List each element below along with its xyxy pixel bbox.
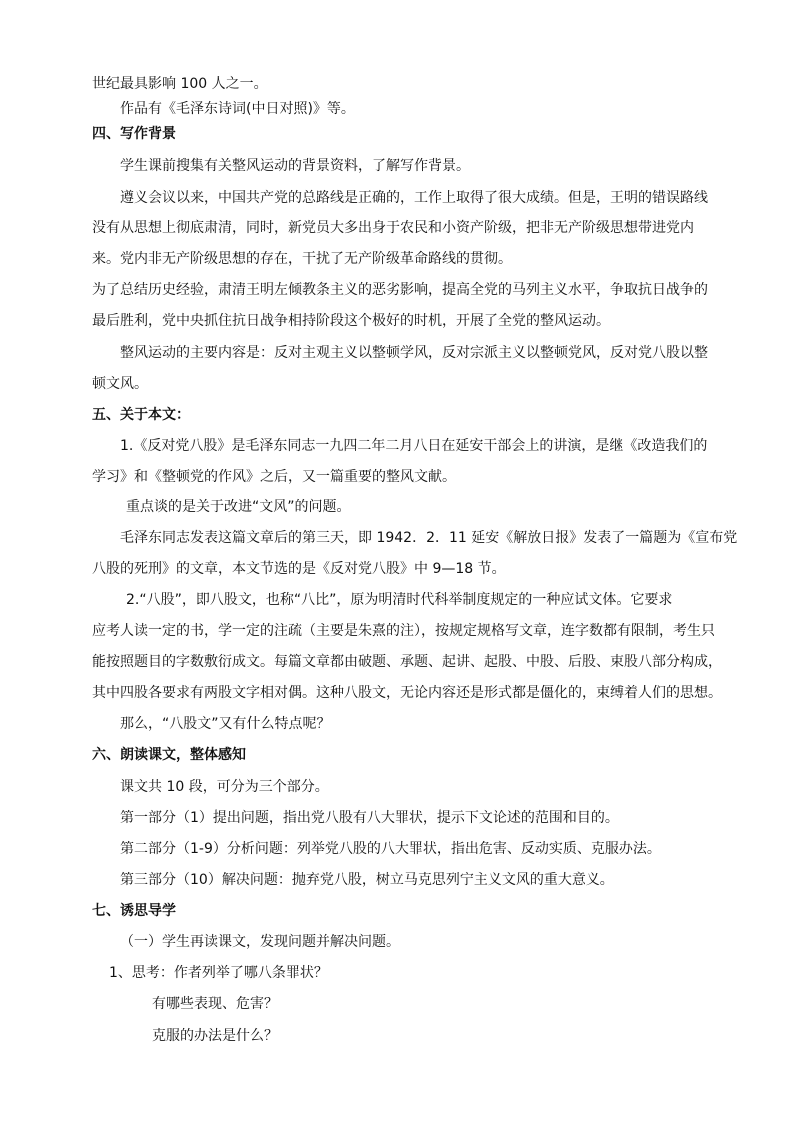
section-5-paragraph-3-line-1: 毛泽东同志发表这篇文章后的第三天，即 1942．2．11 延安《解放日报》发表了一篇题为《宣布党 — [120, 530, 738, 546]
section-6-paragraph-1: 课文共 10 段，可分为三个部分。 — [120, 779, 329, 795]
section-4-paragraph-3-line-2: 最后胜利，党中央抓住抗日战争相持阶段这个极好的时机，开展了全党的整风运动。 — [92, 313, 610, 329]
section-4-paragraph-1: 学生课前搜集有关整风运动的背景资料，了解写作背景。 — [120, 158, 470, 174]
section-5-paragraph-4-line-4: 其中四股各要求有两股文字相对偶。这种八股文，无论内容还是形式都是僵化的，束缚着人们的思想。 — [92, 685, 722, 701]
section-4-paragraph-2-line-3: 来。党内非无产阶级思想的存在，干扰了无产阶级革命路线的贯彻。 — [92, 251, 512, 267]
section-4-paragraph-4-line-2: 顿文风。 — [92, 376, 148, 392]
section-4-heading: 四、写作背景 — [92, 126, 176, 142]
section-5-paragraph-4-line-3: 能按照题目的字数敷衍成文。每篇文章都由破题、承题、起讲、起股、中股、后股、束股八部分构成， — [92, 654, 722, 670]
section-6-paragraph-3: 第二部分（1-9）分析问题：列举党八股的八大罪状，指出危害、反动实质、克服办法。 — [120, 841, 661, 857]
section-7-paragraph-3: 有哪些表现、危害？ — [152, 996, 278, 1012]
section-5-paragraph-4-line-2: 应考人读一定的书，学一定的注疏（主要是朱熹的注），按规定规格写文章，连字数都有限制，考生只 — [92, 623, 715, 639]
section-5-heading: 五、关于本文： — [92, 407, 190, 423]
section-4-paragraph-4-line-1: 整风运动的主要内容是：反对主观主义以整顿学风，反对宗派主义以整顿党风，反对党八股以整 — [120, 345, 708, 361]
section-5-paragraph-2: 重点谈的是关于改进“文风”的问题。 — [126, 499, 351, 515]
section-5-paragraph-3-line-2: 八股的死刑》的文章，本文节选的是《反对党八股》中 9—18 节。 — [92, 561, 506, 577]
section-7-paragraph-4: 克服的办法是什么？ — [152, 1028, 278, 1044]
section-4-paragraph-2-line-1: 遵义会议以来，中国共产党的总路线是正确的，工作上取得了很大成绩。但是，王明的错误路线 — [120, 190, 708, 206]
section-5-paragraph-5: 那么，“八股文”又有什么特点呢？ — [120, 716, 331, 732]
section-5-paragraph-1-line-2: 学习》和《整顿党的作风》之后，又一篇重要的整风文献。 — [92, 469, 456, 485]
section-7-paragraph-2: 1、思考：作者列举了哪八条罪状？ — [109, 965, 328, 981]
section-4-paragraph-2-line-2: 没有从思想上彻底肃清，同时，新党员大多出身于农民和小资产阶级，把非无产阶级思想带进党内 — [92, 220, 694, 236]
section-6-paragraph-4: 第三部分（10）解决问题：抛弃党八股，树立马克思列宁主义文风的重大意义。 — [120, 872, 614, 888]
section-7-heading: 七、诱思导学 — [92, 903, 176, 919]
intro-line-2: 作品有《毛泽东诗词(中日对照)》等。 — [120, 101, 355, 117]
section-5-paragraph-4-line-1: 2.“八股”，即八股文，也称“八比”，原为明清时代科举制度规定的一种应试文体。它要求 — [126, 592, 673, 608]
section-7-paragraph-1: （一）学生再读课文，发现问题并解决问题。 — [120, 934, 400, 950]
section-6-paragraph-2: 第一部分（1）提出问题，指出党八股有八大罪状，提示下文论述的范围和目的。 — [120, 810, 619, 826]
section-6-heading: 六、朗读课文，整体感知 — [92, 747, 246, 763]
section-5-paragraph-1-line-1: 1.《反对党八股》是毛泽东同志一九四二年二月八日在延安干部会上的讲演，是继《改造我们的 — [120, 438, 708, 454]
section-4-paragraph-3-line-1: 为了总结历史经验，肃清王明左倾教条主义的恶劣影响，提高全党的马列主义水平，争取抗日战争的 — [92, 282, 708, 298]
intro-line-1: 世纪最具影响 100 人之一。 — [92, 76, 268, 92]
